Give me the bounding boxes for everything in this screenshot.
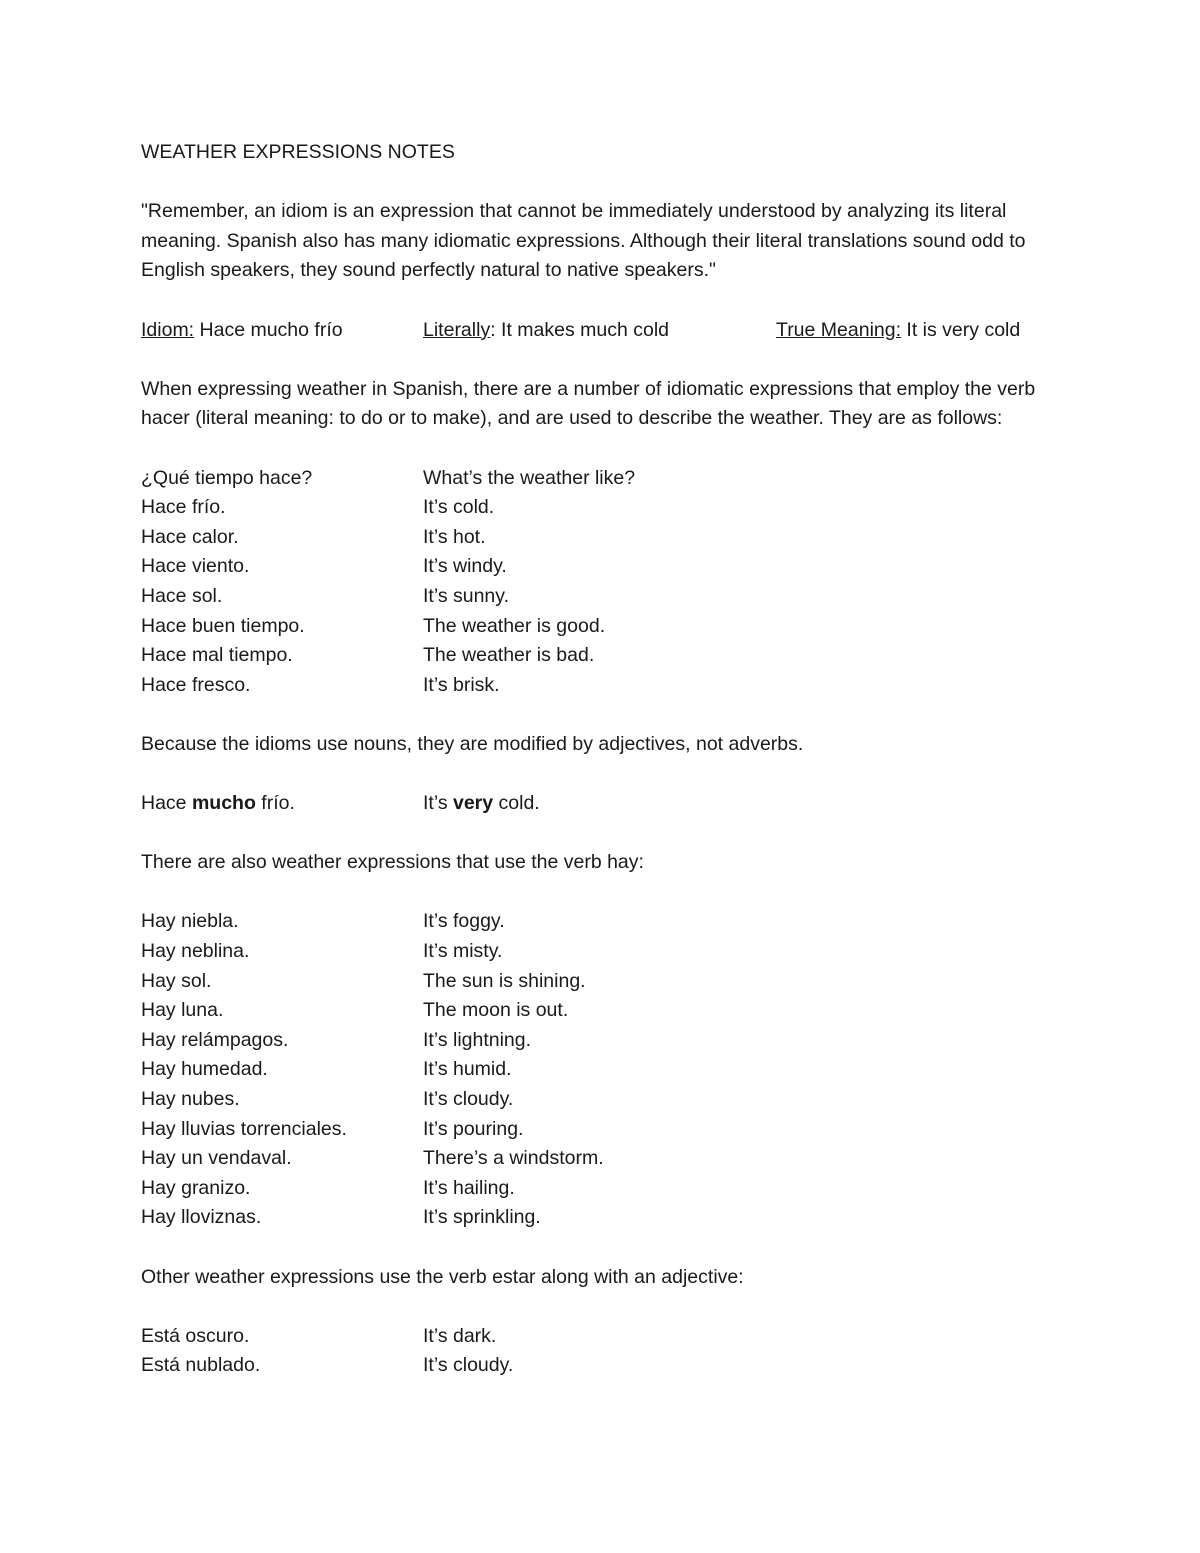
spanish-expression: Hace buen tiempo. (141, 614, 305, 637)
spacer (141, 819, 1061, 849)
spacer (141, 700, 1061, 730)
english-translation: There’s a windstorm. (423, 1147, 604, 1170)
spanish-expression: Hace fresco. (141, 673, 251, 696)
english-translation: It’s windy. (423, 555, 507, 578)
spanish-expression: Hay luna. (141, 999, 224, 1022)
spanish-expression: Hace frío. (141, 496, 226, 519)
idiom-label: Idiom: (141, 318, 195, 341)
spanish-expression: Hay niebla. (141, 910, 239, 933)
expression-row (141, 967, 1061, 997)
mucho-post: frío. (255, 792, 295, 815)
mucho-example-row (141, 789, 1061, 819)
expression-row (141, 907, 1061, 937)
expression-row (141, 464, 1061, 494)
spanish-expression: Hay relámpagos. (141, 1028, 289, 1051)
spanish-expression: Hay lluvias torrenciales. (141, 1117, 347, 1140)
english-translation: The sun is shining. (423, 969, 586, 992)
expression-row (141, 1144, 1061, 1174)
expression-row (141, 1203, 1061, 1233)
spanish-expression: Hay nubes. (141, 1088, 240, 1110)
spanish-expression: Hace viento. (141, 555, 250, 578)
spacer (141, 168, 1061, 198)
expression-row (141, 1351, 1061, 1381)
spanish-expression: Está nublado. (141, 1354, 261, 1377)
spacer (141, 1233, 1061, 1263)
spanish-expression: Hay granizo. (141, 1176, 251, 1199)
idiom-text: Hace mucho frío (194, 318, 343, 341)
expression-row (141, 641, 1061, 671)
spacer (141, 434, 1061, 464)
english-translation: It’s pouring. (423, 1117, 524, 1140)
english-translation: It’s cloudy. (423, 1354, 514, 1377)
english-translation: It’s cloudy. (423, 1088, 514, 1110)
english-translation: It’s sunny. (423, 584, 509, 607)
expression-row (141, 996, 1061, 1026)
expression-row (141, 552, 1061, 582)
spanish-expression: Hay un vendaval. (141, 1147, 292, 1170)
expression-row (141, 1085, 1061, 1115)
english-translation: It’s misty. (423, 940, 503, 963)
english-translation: The weather is good. (423, 614, 606, 637)
literal-column (423, 316, 776, 346)
expression-row (141, 1026, 1061, 1056)
mucho-bold: mucho (191, 792, 256, 815)
spacer (141, 345, 1061, 375)
spacer (141, 286, 1061, 316)
english-translation: It’s cold. (423, 496, 495, 519)
idiom-column (141, 316, 423, 346)
spanish-expression: ¿Qué tiempo hace? (141, 466, 313, 489)
english-translation: It’s brisk. (423, 673, 500, 696)
english-translation: It’s dark. (423, 1324, 497, 1347)
english-translation (423, 789, 540, 819)
expression-row (141, 937, 1061, 967)
spanish-expression: Hace calor. (141, 525, 239, 548)
very-post: cold. (493, 792, 540, 815)
spanish-expression: Hace mal tiempo. (141, 644, 293, 667)
expression-row (141, 1055, 1061, 1085)
very-bold: very (452, 792, 494, 815)
hacer-expressions-list (141, 464, 1061, 701)
meaning-label: True Meaning: (776, 318, 902, 341)
spanish-expression: Hace sol. (141, 584, 223, 607)
english-translation: It’s sprinkling. (423, 1206, 541, 1229)
english-translation: The moon is out. (423, 999, 569, 1022)
english-translation: It’s lightning. (423, 1028, 532, 1051)
english-translation: It’s humid. (423, 1058, 512, 1081)
expression-row (141, 671, 1061, 701)
spanish-expression: Hay humedad. (141, 1058, 268, 1081)
document-title: WEATHER EXPRESSIONS NOTES (141, 141, 455, 163)
hacer-intro: When expressing weather in Spanish, there are a number of idiomatic expressions that employ the verb hacer (literal meaning: to do or to make), and are used to describe the weather. They are as follows: (141, 377, 1036, 430)
expression-row (141, 1174, 1061, 1204)
spanish-expression: Está oscuro. (141, 1324, 250, 1347)
expression-row (141, 523, 1061, 553)
spanish-expression: Hay neblina. (141, 940, 250, 963)
english-translation: It’s foggy. (423, 910, 505, 933)
idiom-example-row (141, 316, 1061, 346)
adjectives-note: Because the idioms use nouns, they are modified by adjectives, not adverbs. (141, 732, 804, 755)
meaning-column (776, 316, 1020, 346)
english-translation: It’s hailing. (423, 1176, 515, 1199)
english-translation: What’s the weather like? (423, 466, 636, 489)
expression-row (141, 493, 1061, 523)
literal-text: : It makes much cold (490, 318, 670, 341)
estar-expressions-list (141, 1322, 1061, 1381)
hay-intro: There are also weather expressions that use the verb hay: (141, 851, 644, 874)
english-translation: It’s hot. (423, 525, 486, 548)
idiom-definition-quote: "Remember, an idiom is an expression that cannot be immediately understood by analyzing its literal meaning. Spanish also has many idiomatic expressions. Although their literal translations sound odd to English speakers, they sound perfectly natural to native speakers." (141, 200, 1026, 282)
expression-row (141, 1322, 1061, 1352)
meaning-text: It is very cold (901, 318, 1021, 341)
expression-row (141, 582, 1061, 612)
expression-row (141, 612, 1061, 642)
english-translation: The weather is bad. (423, 644, 595, 667)
estar-intro: Other weather expressions use the verb estar along with an adjective: (141, 1265, 744, 1288)
expression-row (141, 1115, 1061, 1145)
mucho-pre: Hace (141, 792, 192, 815)
document-page (141, 138, 1061, 1381)
spacer (141, 759, 1061, 789)
hay-expressions-list (141, 907, 1061, 1233)
very-pre: It’s (423, 792, 453, 815)
spacer (141, 878, 1061, 908)
spacer (141, 1292, 1061, 1322)
spanish-expression: Hay sol. (141, 969, 212, 992)
spanish-expression: Hay lloviznas. (141, 1206, 262, 1229)
spanish-expression (141, 789, 423, 819)
literal-label: Literally (423, 318, 491, 341)
